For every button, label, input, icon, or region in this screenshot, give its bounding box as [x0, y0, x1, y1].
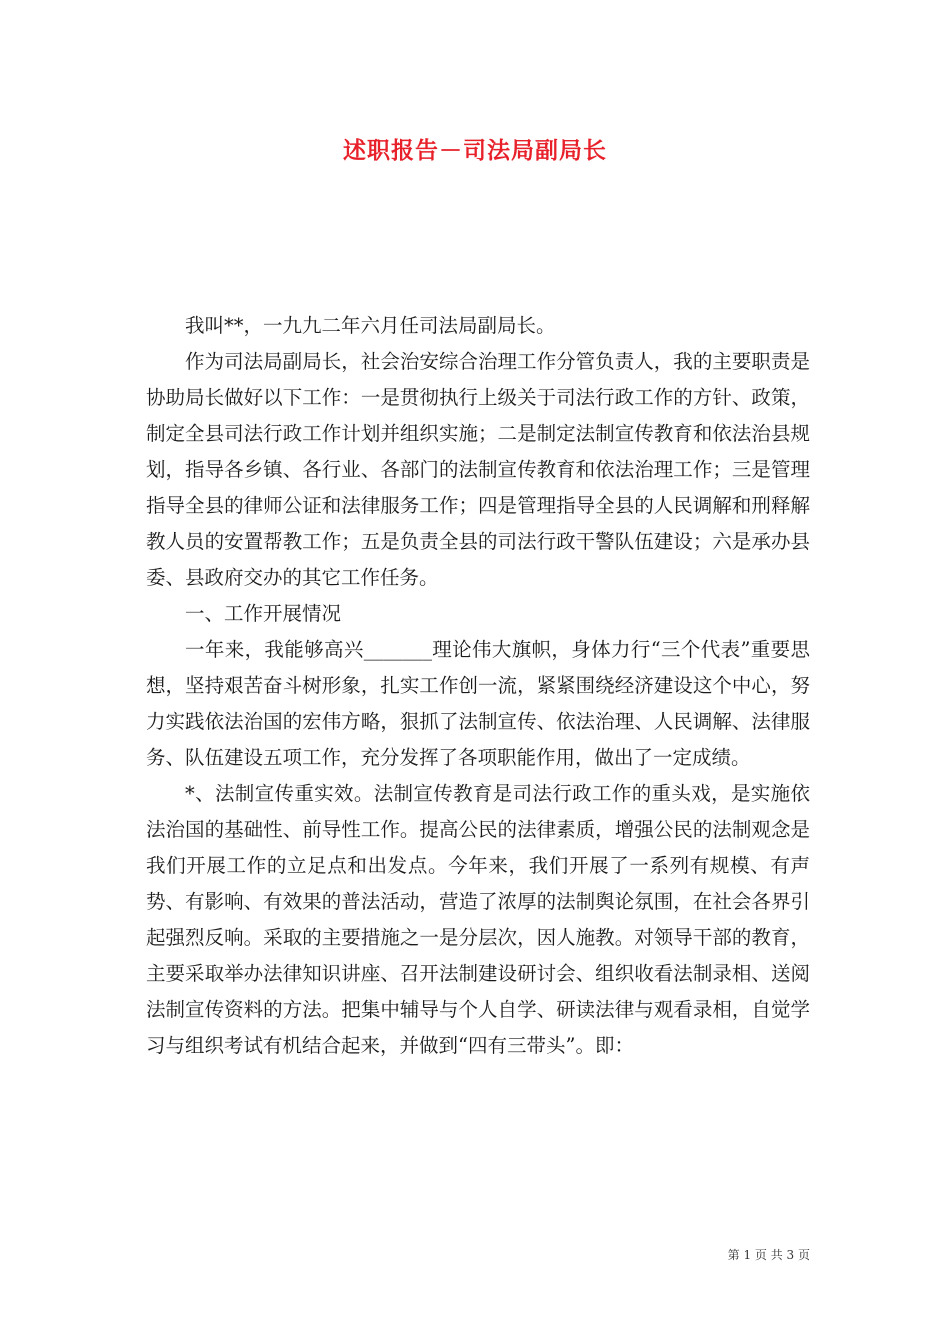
section-heading: 一、工作开展情况	[185, 602, 342, 625]
document-title: 述职报告－司法局副局长	[343, 138, 607, 164]
paragraph: *、法制宣传重实效。法制宣传教育是司法行政工作的重头戏，是实施依法治国的基础性、前导性工作。提高公民的法律素质，增强公民的法制观念是我们开展工作的立足点和出发点。今年来，我们开展了一系列有规模、有声势、有影响、有效果的普法活动，营造了浓厚的法制舆论氛围，在社会各界引起强烈反响。采取的主要措施之一是分层次，因人施教。对领导干部的教育，主要采取举办法律知识讲座、召开法制建设研讨会、组织收看法制录相、送阅法制宣传资料的方法。把集中辅导与个人自学、研读法律与观看录相，自觉学习与组织考试有机结合起来，并做到“四有三带头”。即：	[146, 782, 810, 1057]
paragraph: 一年来，我能够高兴_______理论伟大旗帜，身体力行“三个代表”重要思想，坚持艰苦奋斗树形象，扎实工作创一流，紧紧围绕经济建设这个中心，努力实践依法治国的宏伟方略，狠抓了法制宣传、依法治理、人民调解、法律服务、队伍建设五项工作，充分发挥了各项职能作用，做出了一定成绩。	[146, 638, 810, 769]
paragraph: 我叫**，一九九二年六月任司法局副局长。	[185, 314, 556, 337]
page-number: 第 1 页 共 3 页	[727, 1248, 810, 1262]
paragraph: 作为司法局副局长，社会治安综合治理工作分管负责人，我的主要职责是协助局长做好以下工作：一是贯彻执行上级关于司法行政工作的方针、政策，制定全县司法行政工作计划并组织实施；二是制定法制宣传教育和依法治县规划，指导各乡镇、各行业、各部门的法制宣传教育和依法治理工作；三是管理指导全县的律师公证和法律服务工作；四是管理指导全县的人民调解和刑释解教人员的安置帮教工作；五是负责全县的司法行政干警队伍建设；六是承办县委、县政府交办的其它工作任务。	[146, 350, 810, 589]
document-body	[146, 308, 810, 1064]
